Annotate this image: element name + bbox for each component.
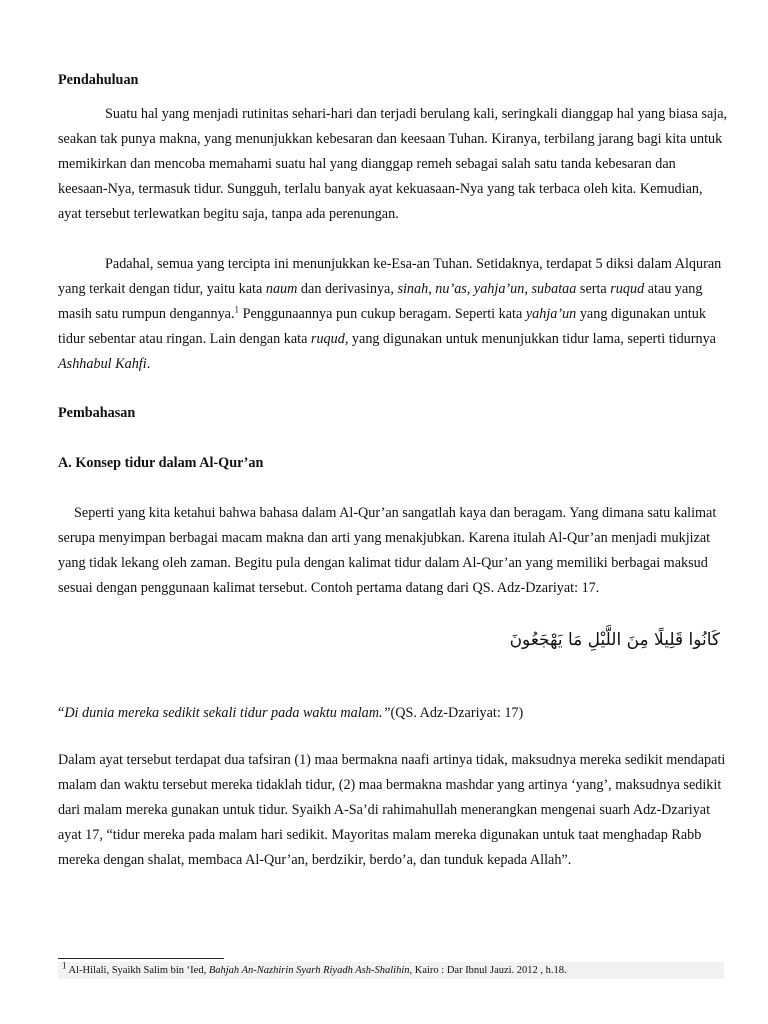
footnote-number: 1 bbox=[62, 962, 67, 971]
paragraph-bahasa: Seperti yang kita ketahui bahwa bahasa dalam Al-Qur’an sangatlah kaya dan beragam. Yang dimana satu kalimat serupa menyimpan berbagai macam makna dan arti yang menakjubkan. Karena itulah Al-Qur’an menjadi mukjizat yang tidak lekang oleh zaman. Begitu pula dengan kalimat tidur dalam Al-Qur’an yang memiliki berbagai maksud sesuai dengan penggunaan kalimat tersebut. Contoh pertama datang dari QS. Adz-Dzariyat: 17. bbox=[58, 505, 717, 596]
heading-pembahasan: Pembahasan bbox=[58, 405, 136, 421]
footnote: $^1$ Al-Hilali, Syaikh Salim bin ‘Ied, Bahjah An-Nazhirin Syarh Riyadh Ash-Shalihin, Kairo : Dar Ibnul Jauzi. 2012 , h.18. bbox=[58, 962, 724, 979]
verse-translation: “Di dunia mereka sedikit sekali tidur pada waktu malam.”(QS. Adz-Dzariyat: 17) bbox=[58, 705, 524, 721]
footnote-ref[interactable]: 1 bbox=[234, 304, 240, 315]
paragraph-diksi: Padahal, semua yang tercipta ini menunjukkan ke-Esa-an Tuhan. Setidaknya, terdapat 5 diksi dalam Alquran yang terkait dengan tidur, yaitu kata naum dan derivasinya, sinah, nu’as, yahja’un, subataa serta ruqud atau yang masih satu rumpun dengannya.$^1$ Penggunaannya pun cukup beragam. Seperti kata yahja’un yang digunakan untuk tidur sebentar atau ringan. Lain dengan kata ruqud, yang digunakan untuk menunjukkan tidur lama, seperti tidurnya Ashhabul Kahfi. bbox=[58, 256, 722, 372]
heading-section-a: A. Konsep tidur dalam Al-Qur’an bbox=[58, 455, 264, 471]
paragraph-tafsiran: Dalam ayat tersebut terdapat dua tafsiran (1) maa bermakna naafi artinya tidak, maksudnya mereka sedikit mendapati malam dan waktu tersebut mereka tidaklah tidur, (2) maa bermakna mashdar yang artinya ‘yang’, maksudnya sedikit dari malam mereka gunakan untuk tidur. Syaikh A-Sa’di rahimahullah menerangkan mengenai suarh Adz-Dzariyat ayat 17, “tidur mereka pada malam hari sedikit. Mayoritas malam mereka digunakan untuk taat menghadap Rabb mereka dengan shalat, membaca Al-Qur’an, berdzikir, berdo’a, dan tunduk kepada Allah”. bbox=[58, 752, 726, 868]
heading-pendahuluan: Pendahuluan bbox=[58, 72, 139, 88]
arabic-verse: كَانُوا قَلِيلًا مِنَ اللَّيْلِ مَا يَهْجَعُونَ bbox=[509, 630, 720, 650]
paragraph-intro: Suatu hal yang menjadi rutinitas sehari-hari dan terjadi berulang kali, seringkali dianggap hal yang biasa saja, seakan tak punya makna, yang menunjukkan kebesaran dan keesaan Tuhan. Kiranya, terbilang jarang bagi kita untuk memikirkan dan mencoba memahami suatu hal yang dianggap remeh sebagai salah satu tanda kebesaran dan keesaan-Nya, termasuk tidur. Sungguh, terlalu banyak ayat kekuasaan-Nya yang tak terbaca oleh kita. Kemudian, ayat tersebut terlewatkan begitu saja, tanpa ada perenungan. bbox=[58, 106, 728, 222]
footnote-divider bbox=[58, 958, 224, 959]
